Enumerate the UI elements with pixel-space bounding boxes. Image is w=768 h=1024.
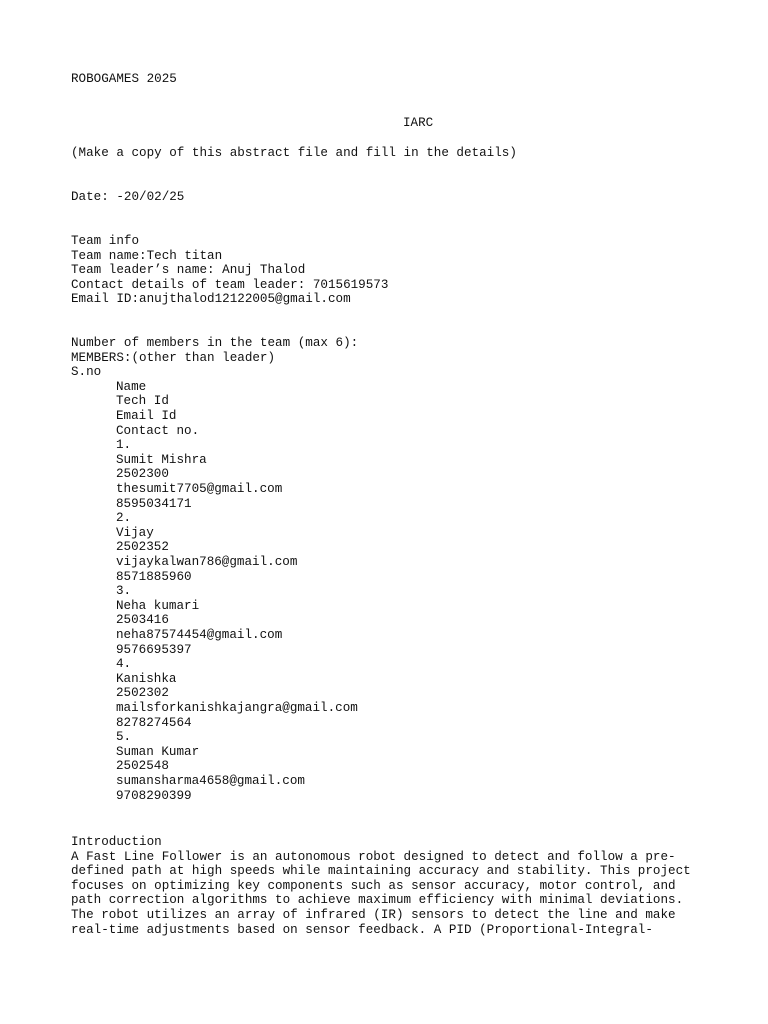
member-3-email: neha87574454@gmail.com [116, 628, 283, 642]
member-1-tech-id: 2502300 [116, 467, 169, 482]
member-1-contact: 8595034171 [116, 496, 192, 511]
introduction-line: defined path at high speeds while maintaining accuracy and stability. This project [71, 864, 691, 879]
introduction-line: path correction algorithms to achieve maximum efficiency with minimal deviations. [71, 893, 684, 908]
member-2-tech-id: 2502352 [116, 540, 169, 555]
introduction-line: focuses on optimizing key components such as sensor accuracy, motor control, and [71, 878, 676, 893]
member-5-name: Suman Kumar [116, 744, 200, 759]
member-3-sno: 3. [116, 584, 132, 599]
introduction-heading: Introduction [71, 835, 162, 849]
member-5-tech-id: 2502548 [116, 759, 169, 774]
member-2-sno: 2. [116, 511, 132, 526]
member-1-name: Sumit Mishra [116, 452, 207, 467]
member-1-email: thesumit7705@gmail.com [116, 482, 283, 496]
column-header-name: Name [116, 379, 147, 394]
member-4-sno: 4. [116, 657, 132, 672]
column-header-contact: Contact no. [116, 423, 200, 438]
introduction-section [71, 835, 711, 937]
team-leader-contact: Contact details of team leader: 7015619573 [71, 277, 389, 292]
member-3-name: Neha kumari [116, 598, 200, 613]
date-text: Date: -20/02/25 [71, 190, 185, 204]
team-leader-name: Team leader’s name: Anuj Thalod [71, 263, 306, 278]
team-info-heading: Team info [71, 234, 140, 248]
member-2-name: Vijay [116, 525, 154, 540]
introduction-line: The robot utilizes an array of infrared (IR) sensors to detect the line and make [71, 907, 676, 922]
member-3-tech-id: 2503416 [116, 613, 169, 628]
member-1-sno: 1. [116, 438, 132, 453]
member-5-contact: 9708290399 [116, 788, 192, 803]
member-5-email: sumansharma4658@gmail.com [116, 774, 305, 788]
member-5-sno: 5. [116, 730, 132, 745]
member-4-email: mailsforkanishkajangra@gmail.com [116, 701, 358, 715]
member-4-tech-id: 2502302 [116, 686, 169, 701]
team-leader-email: Email ID:anujthalod12122005@gmail.com [71, 292, 351, 307]
team-name: Team name:Tech titan [71, 248, 223, 263]
category-title: IARC [403, 116, 434, 130]
member-3-contact: 9576695397 [116, 642, 192, 657]
member-2-contact: 8571885960 [116, 569, 192, 584]
members-label: MEMBERS:(other than leader) [71, 350, 276, 365]
introduction-line: A Fast Line Follower is an autonomous robot designed to detect and follow a pre- [71, 849, 676, 864]
event-title: ROBOGAMES 2025 [71, 72, 177, 86]
column-header-sno: S.no [71, 365, 102, 380]
member-count-label: Number of members in the team (max 6): [71, 336, 359, 350]
member-4-name: Kanishka [116, 671, 177, 686]
member-2-email: vijaykalwan786@gmail.com [116, 555, 298, 569]
column-header-email: Email Id [116, 409, 177, 423]
member-4-contact: 8278274564 [116, 715, 192, 730]
introduction-line: real-time adjustments based on sensor feedback. A PID (Proportional-Integral- [71, 922, 653, 937]
instruction-text: (Make a copy of this abstract file and fill in the details) [71, 146, 517, 160]
column-header-tech-id: Tech Id [116, 394, 169, 409]
